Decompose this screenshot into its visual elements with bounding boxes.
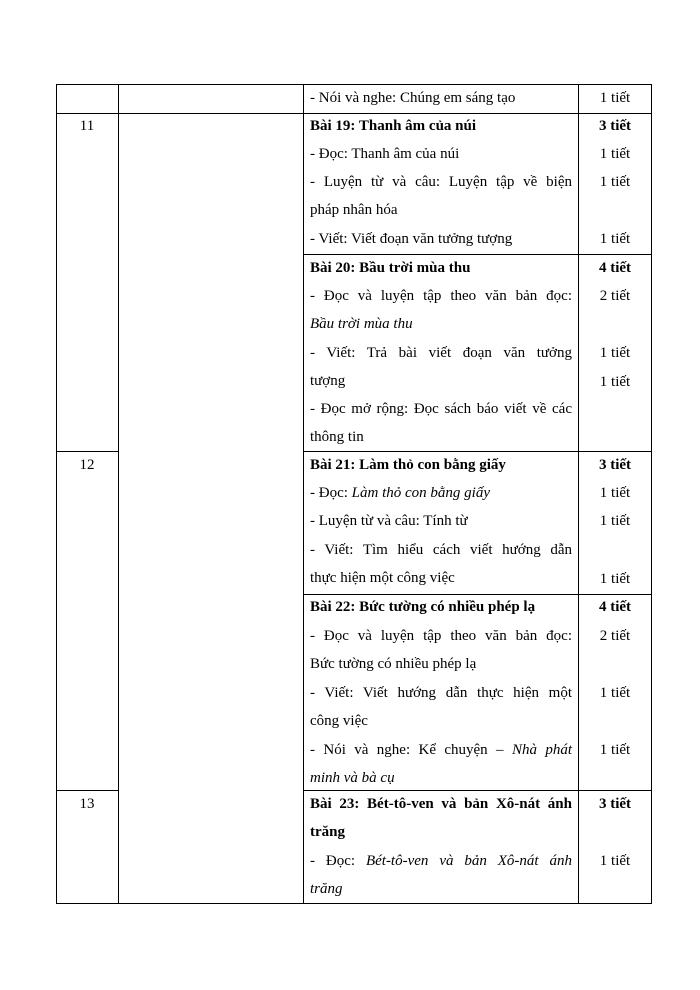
week-number: 13: [79, 796, 95, 812]
lesson-divider: [303, 594, 652, 595]
table-border-left: [56, 84, 57, 904]
week-number: 11: [79, 118, 95, 134]
lesson-title: Bài 20: Bầu trời mùa thu: [310, 260, 471, 276]
lesson-title: Bài 21: Làm thỏ con bằng giấy: [310, 457, 506, 473]
row-divider: [56, 451, 119, 452]
lesson-total-time: 3 tiết: [598, 796, 632, 812]
table-border-right: [651, 84, 652, 904]
lesson-time: 1 tiết: [599, 485, 631, 501]
lesson-time: 1 tiết: [599, 345, 631, 361]
lesson-divider: [303, 254, 652, 255]
lesson-item: - Luyện từ và câu: Tính từ: [310, 513, 468, 529]
lesson-time: 1 tiết: [599, 374, 631, 390]
lesson-item: [310, 740, 572, 760]
lesson-total-time: 3 tiết: [598, 118, 632, 134]
lesson-time: 1 tiết: [599, 90, 631, 106]
lesson-item: - Viết: Viết đoạn văn tưởng tượng: [310, 231, 513, 247]
reading-title: trăng: [310, 881, 343, 897]
lesson-item: - Đọc và luyện tập theo văn bản đọc:: [310, 628, 572, 644]
lesson-time: 1 tiết: [599, 853, 631, 869]
story-title: minh và bà cụ: [310, 770, 395, 786]
lesson-item: [310, 851, 572, 871]
lesson-item-continued: công việc: [310, 713, 368, 729]
lesson-item: - Viết: Viết hướng dẫn thực hiện một: [310, 685, 572, 701]
row-divider: [56, 113, 652, 114]
lesson-time: 1 tiết: [599, 571, 631, 587]
lesson-item: - Viết: Trả bài viết đoạn văn tưởng: [310, 345, 572, 361]
lesson-item: - Nói và nghe: Chúng em sáng tạo: [310, 90, 516, 106]
column-divider: [118, 84, 119, 904]
week-number: 12: [79, 457, 95, 473]
lesson-time: 1 tiết: [599, 231, 631, 247]
lesson-time: 1 tiết: [599, 174, 631, 190]
item-prefix: - Đọc:: [310, 853, 366, 869]
reading-title: Bét-tô-ven và bản Xô-nát ánh: [365, 853, 572, 869]
lesson-item-continued: [310, 314, 572, 334]
lesson-item-continued: [310, 879, 572, 899]
lesson-title: Bài 23: Bét-tô-ven và bản Xô-nát ánh: [310, 796, 572, 812]
reading-title: Bầu trời mùa thu: [310, 316, 413, 332]
lesson-item-continued: tượng: [310, 373, 346, 389]
lesson-time: 2 tiết: [599, 628, 631, 644]
item-prefix: - Đọc:: [310, 485, 352, 501]
row-divider: [56, 790, 119, 791]
lesson-item-continued: pháp nhân hóa: [310, 202, 398, 218]
lesson-item-continued: thông tin: [310, 429, 364, 445]
lesson-item: - Đọc: Thanh âm của núi: [310, 146, 460, 162]
table-border-top: [56, 84, 652, 85]
lesson-time: 2 tiết: [599, 288, 631, 304]
lesson-item: - Đọc mở rộng: Đọc sách báo viết về các: [310, 401, 572, 417]
lesson-item: - Đọc và luyện tập theo văn bản đọc:: [310, 288, 572, 304]
item-prefix: - Nói và nghe: Kể chuyện –: [310, 742, 512, 758]
table-border-bottom: [56, 903, 652, 904]
lesson-item-continued: Bức tường có nhiều phép lạ: [310, 656, 477, 672]
lesson-total-time: 4 tiết: [598, 599, 632, 615]
lesson-item-continued: thực hiện một công việc: [310, 570, 455, 586]
lesson-title-continued: trăng: [310, 824, 345, 840]
lesson-title: Bài 22: Bức tường có nhiều phép lạ: [310, 599, 536, 615]
lesson-time: 1 tiết: [599, 146, 631, 162]
lesson-time: 1 tiết: [599, 513, 631, 529]
lesson-item-continued: [310, 768, 572, 788]
lesson-divider: [303, 790, 652, 791]
column-divider: [303, 84, 304, 904]
lesson-item: [310, 483, 572, 503]
lesson-time: 1 tiết: [599, 685, 631, 701]
lesson-divider: [303, 451, 652, 452]
lesson-item: - Luyện từ và câu: Luyện tập về biện: [310, 174, 572, 190]
lesson-title: Bài 19: Thanh âm của núi: [310, 118, 477, 134]
lesson-time: 1 tiết: [599, 742, 631, 758]
lesson-total-time: 3 tiết: [598, 457, 632, 473]
lesson-item: - Viết: Tìm hiểu cách viết hướng dẫn: [310, 542, 572, 558]
reading-title: Làm thỏ con bằng giấy: [351, 485, 490, 501]
lesson-total-time: 4 tiết: [598, 260, 632, 276]
story-title: Nhà phát: [511, 742, 572, 758]
